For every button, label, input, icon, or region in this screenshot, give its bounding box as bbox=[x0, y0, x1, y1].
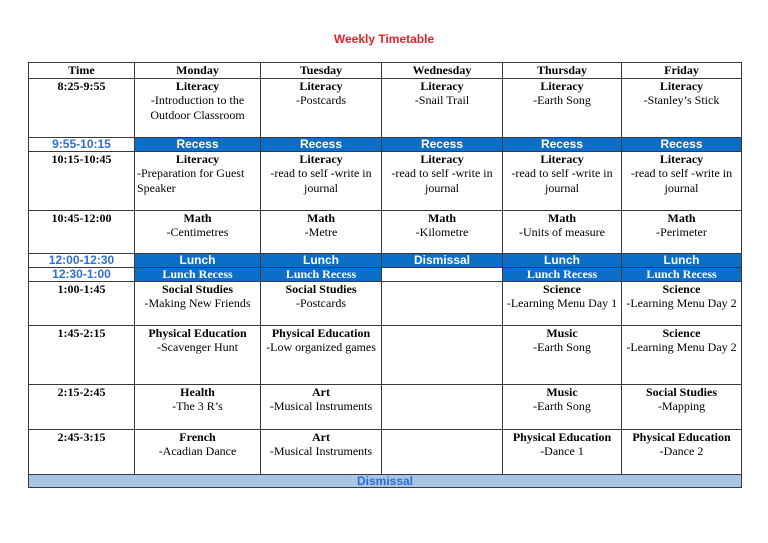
class-cell bbox=[622, 78, 742, 137]
detail: -Learning Menu Day 2 bbox=[626, 340, 737, 354]
detail: -Scavenger Hunt bbox=[157, 340, 238, 354]
empty-cell bbox=[382, 267, 503, 281]
detail: -read to self -write in journal bbox=[270, 166, 372, 195]
detail: -Dance 2 bbox=[659, 444, 704, 458]
detail: -Snail Trail bbox=[414, 93, 470, 107]
header-friday: Friday bbox=[622, 63, 742, 79]
table-row bbox=[29, 78, 742, 137]
subject: Literacy bbox=[420, 151, 464, 166]
detail: -Stanley’s Stick bbox=[643, 93, 720, 107]
time-cell: 9:55-10:15 bbox=[29, 137, 135, 151]
banner-cell: Recess bbox=[503, 137, 622, 151]
banner-cell: Recess bbox=[261, 137, 382, 151]
subject: Physical Education bbox=[271, 325, 371, 340]
subject: Physical Education bbox=[512, 429, 612, 444]
time-cell: 2:45-3:15 bbox=[29, 429, 135, 474]
banner-cell: Lunch Recess bbox=[135, 267, 261, 281]
subject: Literacy bbox=[175, 78, 220, 93]
detail: -Units of measure bbox=[519, 225, 605, 239]
class-cell bbox=[261, 384, 382, 429]
detail: -Earth Song bbox=[533, 340, 591, 354]
class-cell bbox=[261, 78, 382, 137]
subject: Art bbox=[312, 384, 330, 399]
table-row bbox=[29, 210, 742, 253]
banner-cell: Lunch Recess bbox=[503, 267, 622, 281]
time-cell: 12:00-12:30 bbox=[29, 253, 135, 267]
subject: Literacy bbox=[540, 151, 584, 166]
subject: Art bbox=[312, 429, 330, 444]
header-time: Time bbox=[29, 63, 135, 79]
lunch-row bbox=[29, 253, 742, 267]
time-cell: 12:30-1:00 bbox=[29, 267, 135, 281]
time-cell: 8:25-9:55 bbox=[29, 78, 135, 137]
detail: -read to self -write in journal bbox=[391, 166, 493, 195]
time-cell: 10:45-12:00 bbox=[29, 210, 135, 253]
banner-cell: Lunch Recess bbox=[622, 267, 742, 281]
detail: -read to self -write in journal bbox=[511, 166, 613, 195]
banner-cell: Recess bbox=[622, 137, 742, 151]
banner-cell: Dismissal bbox=[382, 253, 503, 267]
subject: Social Studies bbox=[161, 281, 233, 296]
detail: -Metre bbox=[304, 225, 338, 239]
class-cell bbox=[382, 384, 503, 429]
table-row bbox=[29, 151, 742, 210]
table-row bbox=[29, 281, 742, 325]
banner-cell: Lunch bbox=[503, 253, 622, 267]
detail: -Dance 1 bbox=[540, 444, 584, 458]
recess-row bbox=[29, 137, 742, 151]
detail: -Perimeter bbox=[656, 225, 707, 239]
time-cell: 10:15-10:45 bbox=[29, 151, 135, 210]
detail: -Mapping bbox=[657, 399, 706, 413]
class-cell bbox=[503, 78, 622, 137]
class-cell bbox=[382, 78, 503, 137]
table-row bbox=[29, 325, 742, 384]
subject: Literacy bbox=[420, 78, 464, 93]
class-cell bbox=[261, 151, 382, 210]
class-cell bbox=[622, 151, 742, 210]
detail: -Low organized games bbox=[266, 340, 376, 354]
subject: Social Studies bbox=[645, 384, 717, 399]
time-cell: 2:15-2:45 bbox=[29, 384, 135, 429]
subject: Physical Education bbox=[632, 429, 731, 444]
subject: Math bbox=[667, 210, 696, 225]
class-cell bbox=[622, 210, 742, 253]
banner-cell: Lunch bbox=[622, 253, 742, 267]
class-cell bbox=[622, 384, 742, 429]
class-cell bbox=[382, 281, 503, 325]
class-cell bbox=[503, 151, 622, 210]
subject: Math bbox=[307, 210, 335, 225]
class-cell bbox=[261, 429, 382, 474]
subject: Literacy bbox=[299, 151, 343, 166]
subject: Social Studies bbox=[285, 281, 357, 296]
header-thursday: Thursday bbox=[503, 63, 622, 79]
subject: Literacy bbox=[659, 78, 704, 93]
detail: -Postcards bbox=[296, 296, 346, 310]
class-cell bbox=[135, 281, 261, 325]
subject: Math bbox=[428, 210, 456, 225]
subject: French bbox=[179, 429, 216, 444]
header-monday: Monday bbox=[135, 63, 261, 79]
table-row bbox=[29, 384, 742, 429]
subject: Health bbox=[180, 384, 215, 399]
lunch-recess-row bbox=[29, 267, 742, 281]
class-cell bbox=[503, 210, 622, 253]
class-cell bbox=[503, 325, 622, 384]
footer-row bbox=[29, 474, 742, 487]
class-cell bbox=[261, 210, 382, 253]
banner-cell: Recess bbox=[382, 137, 503, 151]
detail: -Introduction to the Outdoor Classroom bbox=[150, 93, 245, 122]
subject: Math bbox=[548, 210, 576, 225]
banner-cell: Lunch bbox=[135, 253, 261, 267]
banner-cell: Recess bbox=[135, 137, 261, 151]
page-title: Weekly Timetable bbox=[333, 32, 435, 46]
dismissal-footer: Dismissal bbox=[29, 474, 742, 487]
subject: Literacy bbox=[540, 78, 584, 93]
class-cell bbox=[135, 429, 261, 474]
detail: -Earth Song bbox=[533, 93, 591, 107]
detail: -Musical Instruments bbox=[269, 444, 373, 458]
subject: Music bbox=[546, 384, 578, 399]
detail: -Centimetres bbox=[166, 225, 229, 239]
class-cell bbox=[382, 429, 503, 474]
subject: Physical Education bbox=[148, 325, 247, 340]
class-cell bbox=[503, 281, 622, 325]
detail: -Making New Friends bbox=[144, 296, 251, 310]
detail: -Postcards bbox=[296, 93, 346, 107]
detail: -The 3 R’s bbox=[172, 399, 223, 413]
detail: -Preparation for Guest Speaker bbox=[137, 166, 245, 195]
detail: -Earth Song bbox=[533, 399, 591, 413]
header-tuesday: Tuesday bbox=[261, 63, 382, 79]
subject: Literacy bbox=[659, 151, 704, 166]
banner-cell: Lunch bbox=[261, 253, 382, 267]
detail: -Acadian Dance bbox=[158, 444, 237, 458]
class-cell bbox=[622, 325, 742, 384]
class-cell bbox=[503, 429, 622, 474]
class-cell bbox=[382, 210, 503, 253]
time-cell: 1:00-1:45 bbox=[29, 281, 135, 325]
subject: Science bbox=[543, 281, 581, 296]
class-cell bbox=[503, 384, 622, 429]
class-cell bbox=[135, 78, 261, 137]
detail: -read to self -write in journal bbox=[630, 166, 733, 195]
class-cell bbox=[261, 325, 382, 384]
detail: -Kilometre bbox=[415, 225, 469, 239]
banner-cell: Lunch Recess bbox=[261, 267, 382, 281]
detail: -Musical Instruments bbox=[269, 399, 373, 413]
header-row bbox=[29, 63, 742, 79]
class-cell bbox=[382, 151, 503, 210]
subject: Science bbox=[662, 281, 701, 296]
class-cell bbox=[261, 281, 382, 325]
subject: Literacy bbox=[299, 78, 343, 93]
class-cell bbox=[135, 384, 261, 429]
subject: Music bbox=[546, 325, 578, 340]
header-wednesday: Wednesday bbox=[382, 63, 503, 79]
class-cell bbox=[622, 281, 742, 325]
subject: Math bbox=[183, 210, 212, 225]
class-cell bbox=[382, 325, 503, 384]
subject: Literacy bbox=[175, 151, 220, 166]
class-cell bbox=[135, 325, 261, 384]
table-row bbox=[29, 429, 742, 474]
detail: -Learning Menu Day 1 bbox=[506, 296, 618, 310]
timetable bbox=[28, 62, 742, 488]
class-cell bbox=[622, 429, 742, 474]
class-cell bbox=[135, 210, 261, 253]
detail: -Learning Menu Day 2 bbox=[626, 296, 737, 310]
class-cell bbox=[135, 151, 261, 210]
subject: Science bbox=[662, 325, 701, 340]
time-cell: 1:45-2:15 bbox=[29, 325, 135, 384]
